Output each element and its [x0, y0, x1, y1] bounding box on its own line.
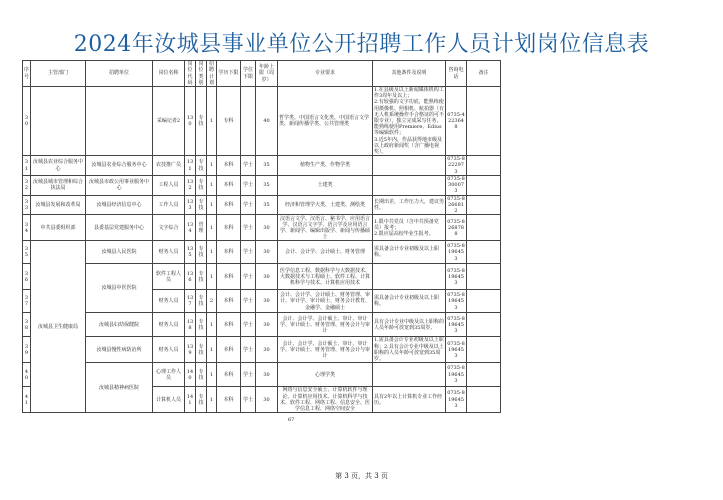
- cell-edu: 本科: [217, 156, 241, 176]
- cell-edu: 本科: [217, 195, 241, 215]
- cell-degree: 学士: [241, 156, 256, 176]
- table-row: [23, 363, 501, 387]
- cell-age: 30: [256, 363, 278, 387]
- cell-type: 专技: [196, 363, 207, 387]
- cell-edu: 本科: [217, 337, 241, 363]
- cell-edu: 本科: [217, 264, 241, 290]
- cell-degree: 学士: [241, 264, 256, 290]
- cell-code: 133: [185, 195, 196, 215]
- column-header: 其他条件及说明: [373, 61, 446, 87]
- cell-remark: [467, 363, 501, 387]
- table-area: [22, 60, 500, 481]
- cell-plan: 2: [207, 290, 217, 313]
- cell-type: 专技: [196, 195, 207, 215]
- cell-code: 140: [185, 363, 196, 387]
- cell-age: 35: [256, 195, 278, 215]
- cell-phone: 0735-8222973: [447, 156, 465, 175]
- cell-code: 130: [185, 87, 196, 156]
- cell-major: 心理学类: [278, 363, 373, 387]
- cell-major: 土建类: [278, 175, 373, 195]
- cell-no: 41: [23, 387, 31, 413]
- cell-type: 专技: [196, 313, 207, 337]
- cell-age: 35: [256, 156, 278, 176]
- cell-other: 1.限中共党员（含中共预备党员）报考； 2.限应届高校毕业生报考。: [373, 215, 446, 241]
- cell-edu: 本科: [217, 290, 241, 313]
- cell-degree: 学士: [241, 313, 256, 337]
- cell-phone: 0735-8300073: [447, 176, 465, 195]
- cell-post: 文字综合: [153, 215, 185, 241]
- cell-other: [373, 363, 446, 387]
- cell-no: 37: [23, 290, 31, 313]
- cell-major: 医学信息工程、数据科学与大数据技术、大数据技术与工程硕士、软件工程、计算机科学与技术、计算机应用技术: [278, 264, 373, 290]
- page-title: 2024年汝城县事业单位公开招聘工作人员计划岗位信息表: [73, 32, 650, 57]
- cell-major: 会计、会计学、会计硕士、财务管理: [278, 241, 373, 264]
- table-row: [23, 313, 501, 337]
- cell-plan: 1: [207, 241, 217, 264]
- header-row: [23, 61, 501, 87]
- cell-other: 具有会计专业中级及以上职称的人员年龄可放宽到35周岁。: [373, 313, 446, 337]
- cell-other: 需具备会计专业初级及以上职称。: [373, 241, 446, 264]
- cell-major: 网络与信息安全硕士、计算机软件与理论、计算机应用技术、计算机科学与技术、软件工程、网络工程、信息安全、医学信息工程、网络空间安全: [278, 387, 373, 413]
- cell-plan: 1: [207, 175, 217, 195]
- cell-no: 38: [23, 313, 31, 337]
- cell-phone: 0735-8196453: [446, 337, 467, 363]
- cell-remark: [467, 195, 501, 215]
- cell-age: 30: [256, 337, 278, 363]
- cell-type: 专技: [196, 264, 207, 290]
- cell-edu: 本科: [217, 313, 241, 337]
- cell-remark: [467, 337, 501, 363]
- cell-no: 32: [23, 175, 31, 195]
- column-header: 岗位名称: [153, 61, 185, 87]
- cell-plan: 1: [207, 337, 217, 363]
- cell-dept: 汝城县城市管理和综合执法局: [31, 175, 86, 195]
- cell-no: 36: [23, 264, 31, 290]
- cell-post: 计算机人员: [153, 387, 185, 413]
- cell-unit: 县委基层党建服务中心: [86, 215, 153, 241]
- cell-post: 心理工作人员: [153, 363, 185, 387]
- cell-code: 138: [185, 313, 196, 337]
- cell-code: 131: [185, 156, 196, 176]
- cell-degree: 学士: [241, 290, 256, 313]
- cell-remark: [467, 264, 501, 290]
- cell-major: 植物生产类、作物学类: [278, 156, 373, 176]
- cell-plan: 1: [207, 313, 217, 337]
- cell-edu: 本科: [217, 241, 241, 264]
- cell-code: 134: [185, 215, 196, 241]
- cell-post: 采编记者2: [153, 87, 185, 156]
- cell-code: 137: [185, 290, 196, 313]
- cell-remark: [467, 175, 501, 195]
- cell-dept: [31, 87, 86, 156]
- cell-age: 30: [256, 215, 278, 241]
- cell-plan: 1: [207, 363, 217, 387]
- cell-dept: 汝城县农业综合服务中心: [31, 156, 86, 176]
- cell-phone: 0735-4223648: [446, 87, 467, 156]
- cell-degree: [241, 87, 256, 156]
- cell-other: [373, 264, 446, 290]
- cell-age: 40: [256, 87, 278, 156]
- cell-dept: 汝城县卫生健康局: [31, 241, 86, 413]
- table-row: [23, 87, 501, 156]
- cell-phone: 0735-8266812: [447, 195, 465, 215]
- cell-type: 专技: [196, 290, 207, 313]
- page-number: 67: [288, 417, 295, 424]
- cell-unit: 汝城县农业综合服务中心: [86, 156, 153, 176]
- cell-no: 40: [23, 363, 31, 387]
- column-header: 主管部门: [31, 61, 86, 87]
- cell-type: 专技: [196, 87, 207, 156]
- column-header: 专业要求: [278, 61, 373, 87]
- cell-phone: 0735-8196453: [446, 241, 467, 264]
- positions-table: [22, 60, 501, 413]
- cell-major: 会计、会计学、会计硕士、审计、审计学、审计硕士、财务管理、财务会计与审计: [278, 337, 373, 363]
- cell-age: 30: [256, 264, 278, 290]
- cell-post: 财务人员: [153, 313, 185, 337]
- cell-plan: 1: [207, 387, 217, 413]
- table-row: [23, 215, 501, 241]
- cell-other: 具有2年以上计算机专业工作经历。: [373, 387, 446, 413]
- cell-plan: 1: [207, 87, 217, 156]
- cell-code: 135: [185, 241, 196, 264]
- cell-degree: 学士: [241, 363, 256, 387]
- column-header: 招聘计划: [207, 61, 217, 87]
- cell-unit: 汝城县中医医院: [86, 264, 153, 313]
- cell-dept: 汝城县发展和改革局: [31, 195, 86, 215]
- cell-other: 需具备会计专业初级及以上职称。: [373, 290, 446, 313]
- cell-type: 专技: [196, 337, 207, 363]
- page-footer: 第 3 页，共 3 页: [335, 472, 388, 481]
- cell-major: 经济和管理学大类、土建类、测绘类: [278, 195, 373, 215]
- cell-edu: 本科: [217, 175, 241, 195]
- table-row: [23, 241, 501, 264]
- cell-plan: 1: [207, 195, 217, 215]
- cell-post: 财务人员: [153, 337, 185, 363]
- cell-post: 农技推广员: [153, 156, 185, 176]
- cell-post: 财务人员: [153, 241, 185, 264]
- cell-code: 136: [185, 264, 196, 290]
- cell-phone: 0735-8196453: [446, 313, 467, 337]
- cell-major: 汉语言文学、汉语言、秘书学、应用语言学、汉语言文字学、语言学及应用语言学、新闻学、编辑出版学、新闻与传播硕士: [278, 215, 373, 241]
- column-header: 学历下限: [217, 61, 241, 87]
- cell-phone: 0735-8268788: [446, 215, 467, 241]
- cell-plan: 1: [207, 156, 217, 176]
- cell-phone: 0735-8196453: [446, 264, 467, 290]
- cell-plan: 1: [207, 215, 217, 241]
- cell-dept: 中共县委组织部: [31, 215, 86, 241]
- cell-other: [373, 156, 446, 176]
- cell-other: 1.需具备会计专业初级及以上职称；2.具有会计专业中级及以上职称的人员年龄可放宽到35周岁。: [374, 337, 444, 363]
- table-row: [23, 195, 501, 215]
- cell-edu: 本科: [217, 387, 241, 413]
- cell-no: 34: [23, 215, 31, 241]
- cell-edu: 本科: [217, 363, 241, 387]
- cell-unit: 汝城县人民医院: [86, 241, 153, 264]
- cell-edu: 专科: [217, 87, 241, 156]
- cell-degree: 学士: [241, 337, 256, 363]
- table-row: [23, 156, 501, 176]
- cell-remark: [467, 313, 501, 337]
- cell-post: 软件工程人员: [153, 264, 185, 290]
- cell-remark: [467, 156, 501, 176]
- cell-no: 35: [23, 241, 31, 264]
- table-row: [23, 175, 501, 195]
- cell-other: [373, 175, 446, 195]
- cell-type: 专技: [196, 387, 207, 413]
- cell-code: 141: [185, 387, 196, 413]
- column-header: 招聘单位: [86, 61, 153, 87]
- cell-major: 会计、会计学、会计硕士、审计、审计学、审计硕士、财务管理、财务会计与审计: [278, 313, 373, 337]
- cell-remark: [467, 215, 501, 241]
- cell-age: 30: [256, 313, 278, 337]
- cell-phone: 0735-8196453: [446, 387, 467, 413]
- cell-code: 139: [185, 337, 196, 363]
- cell-plan: 1: [207, 264, 217, 290]
- cell-age: 30: [256, 241, 278, 264]
- cell-unit: 汝城县慢性病防治所: [86, 337, 153, 363]
- table-row: [23, 337, 501, 363]
- cell-degree: 学士: [241, 387, 256, 413]
- cell-unit: 汝城县市政公用事业服务中心: [86, 175, 153, 195]
- cell-unit: 汝城县妇幼保健院: [86, 313, 153, 337]
- column-header: 岗位代码: [185, 61, 196, 87]
- cell-unit: 汝城县经济信息中心: [86, 195, 153, 215]
- cell-phone: 0735-8196453: [446, 363, 467, 387]
- cell-no: 33: [23, 195, 31, 215]
- cell-type: 专技: [196, 175, 207, 195]
- cell-major: 哲学类、中国语言文化类、中国语言文学类、新闻传播学类、公共管理类: [278, 87, 373, 156]
- cell-unit: 汝城县精神病医院: [86, 363, 153, 413]
- column-header: 岗位类别: [196, 61, 207, 87]
- cell-degree: 学士: [241, 175, 256, 195]
- cell-age: 30: [256, 387, 278, 413]
- column-header: 咨询电话: [446, 61, 467, 87]
- cell-age: 30: [256, 290, 278, 313]
- cell-other: 长期出差，工作压力大，建议男性。: [373, 195, 446, 215]
- table-row: [23, 264, 501, 290]
- column-header: 学位下限: [241, 61, 256, 87]
- cell-no: 39: [23, 337, 31, 363]
- cell-post: 工作人员: [153, 195, 185, 215]
- cell-remark: [467, 290, 501, 313]
- cell-degree: 学士: [241, 215, 256, 241]
- cell-no: 30: [23, 87, 31, 156]
- cell-edu: 本科: [217, 215, 241, 241]
- cell-post: 财务人员: [153, 290, 185, 313]
- cell-other: 1.在县级及以上新闻媒体机构工作3周年及以上； 2.有较强的文字功底，能熟练使用摄像机、照相机、航拍器（有无人机系统操作手合格证的可不限专业），独立完成采写任务，能熟练使用Premiere、Edius等编辑软件； 3.近5年内，作品获得地市级及以上政府新闻奖（含广播电视奖）。: [374, 87, 445, 156]
- cell-remark: [467, 387, 501, 413]
- cell-phone: 0735-8196453: [446, 290, 467, 313]
- cell-no: 31: [23, 156, 31, 176]
- cell-degree: 学士: [241, 195, 256, 215]
- cell-post: 工程人员: [153, 175, 185, 195]
- column-header: 序号: [23, 61, 31, 87]
- cell-remark: [467, 87, 501, 156]
- cell-type: 专技: [196, 241, 207, 264]
- cell-type: 管理: [196, 215, 207, 241]
- cell-code: 132: [185, 175, 196, 195]
- cell-type: 专技: [196, 156, 207, 176]
- column-header: 年龄上限（周岁）: [256, 61, 278, 87]
- column-header: 备注: [467, 61, 501, 87]
- cell-age: 35: [256, 175, 278, 195]
- cell-remark: [467, 241, 501, 264]
- cell-unit: [86, 87, 153, 156]
- cell-major: 会计、会计学、会计硕士、财务管理、审计、审计学、审计硕士、财务会计教育、金融学、金融硕士: [278, 290, 373, 313]
- cell-degree: 学士: [241, 241, 256, 264]
